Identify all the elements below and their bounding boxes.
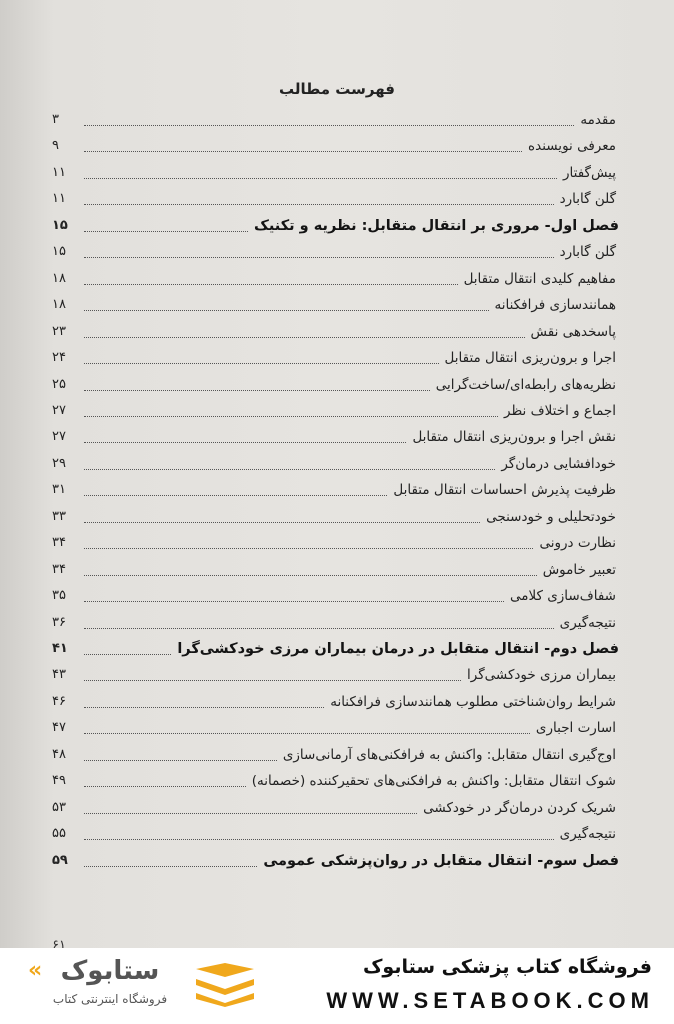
toc-page-number: ۱۵ <box>52 218 68 233</box>
toc-entry-label: ظرفیت پذیرش احساسات انتقال متقابل <box>393 482 616 498</box>
toc-entry-label: فصل سوم- انتقال متقابل در روان‌پزشکی عمومی <box>263 853 619 869</box>
toc-row <box>0 350 674 372</box>
logo-arrows-icon: « <box>28 958 43 983</box>
toc-row <box>0 747 674 769</box>
toc-page-number: ۱۱ <box>52 165 66 180</box>
toc-page-number: ۳۱ <box>52 482 66 497</box>
toc-entry-label: اوج‌گیری انتقال متقابل: واکنش به فرافکنی‌های آرمانی‌سازی <box>282 747 616 763</box>
toc-entry-label: گلن گابارد <box>559 244 616 260</box>
toc-row <box>0 694 674 716</box>
toc-leader-dots <box>84 495 387 496</box>
toc-leader-dots <box>84 442 406 443</box>
toc-page-number: ۳۵ <box>52 588 66 603</box>
toc-leader-dots <box>84 257 554 258</box>
toc-page-number: ۱۸ <box>52 297 66 312</box>
toc-leader-dots <box>84 839 554 840</box>
toc-page-number: ۳۶ <box>52 615 66 630</box>
toc-entry-label: مفاهیم کلیدی انتقال متقابل <box>463 271 616 287</box>
toc-page-number: ۲۷ <box>52 403 66 418</box>
toc-leader-dots <box>84 337 525 338</box>
toc-leader-dots <box>84 733 530 734</box>
toc-entry-label: شوک انتقال متقابل: واکنش به فرافکنی‌های تحقیرکننده (خصمانه) <box>251 773 616 789</box>
toc-page-number: ۴۹ <box>52 773 66 788</box>
toc-leader-dots <box>84 204 554 205</box>
toc-row <box>0 191 674 213</box>
logo-wordmark: ستابوک <box>60 956 160 986</box>
toc-page-number: ۴۱ <box>52 641 68 656</box>
toc-entry-label: همانندسازی فرافکنانه <box>494 297 616 313</box>
toc-entry-label: مقدمه <box>580 112 616 128</box>
toc-chapter-row <box>0 641 674 663</box>
toc-leader-dots <box>84 151 522 152</box>
book-stack-logo-icon <box>196 963 254 1007</box>
toc-leader-dots <box>84 786 246 787</box>
toc-row <box>0 112 674 134</box>
toc-entry-label: فصل اول- مروری بر انتقال متقابل: نظریه و تکنیک <box>254 218 619 234</box>
toc-page-number: ۲۷ <box>52 429 66 444</box>
toc-row <box>0 244 674 266</box>
toc-entry-label: نتیجه‌گیری <box>559 615 616 631</box>
toc-page-number: ۵۳ <box>52 800 66 815</box>
store-footer-banner <box>0 948 674 1024</box>
toc-leader-dots <box>84 813 417 814</box>
toc-entry-label: شرایط روان‌شناختی مطلوب همانندسازی فرافکنانه <box>330 694 616 710</box>
toc-entry-label: تعبیر خاموش <box>542 562 616 578</box>
toc-leader-dots <box>84 125 574 126</box>
toc-entry-label: شفاف‌سازی کلامی <box>509 588 616 604</box>
toc-entry-label: نقش اجرا و برون‌ریزی انتقال متقابل <box>412 429 616 445</box>
toc-row <box>0 773 674 795</box>
toc-chapter-row <box>0 218 674 240</box>
toc-row <box>0 826 674 848</box>
toc-entry-label: اجماع و اختلاف نظر <box>504 403 616 419</box>
toc-leader-dots <box>84 707 324 708</box>
toc-row <box>0 297 674 319</box>
toc-leader-dots <box>84 548 533 549</box>
toc-leader-dots <box>84 628 554 629</box>
toc-leader-dots <box>84 680 461 681</box>
toc-leader-dots <box>84 416 498 417</box>
toc-leader-dots <box>84 469 495 470</box>
toc-page-number: ۴۳ <box>52 667 66 682</box>
toc-leader-dots <box>84 178 557 179</box>
toc-row <box>0 588 674 610</box>
toc-row <box>0 429 674 451</box>
toc-leader-dots <box>84 363 439 364</box>
toc-row <box>0 615 674 637</box>
toc-page-number: ۴۷ <box>52 720 66 735</box>
toc-leader-dots <box>84 390 430 391</box>
toc-entry-label: نتیجه‌گیری <box>559 826 616 842</box>
toc-entry-label: فصل دوم- انتقال متقابل در درمان بیماران مرزی خودکشی‌گرا <box>177 641 619 657</box>
toc-row <box>0 271 674 293</box>
toc-leader-dots <box>84 760 277 761</box>
toc-page-number: ۵۵ <box>52 826 66 841</box>
toc-row <box>0 138 674 160</box>
toc-leader-dots <box>84 601 504 602</box>
toc-page-number: ۳۴ <box>52 562 66 577</box>
toc-leader-dots <box>84 231 248 232</box>
toc-row <box>0 667 674 689</box>
toc-partial-page-number: ۶۱ <box>52 938 66 948</box>
toc-row <box>0 165 674 187</box>
toc-title: فهرست مطالب <box>279 80 395 98</box>
toc-page-number: ۳ <box>52 112 59 127</box>
toc-page-number: ۳۴ <box>52 535 66 550</box>
toc-entry-label: پاسخدهی نقش <box>530 324 616 340</box>
toc-row <box>0 562 674 584</box>
toc-entry-label: اسارت اجباری <box>535 720 616 736</box>
toc-chapter-row <box>0 853 674 875</box>
toc-leader-dots <box>84 522 480 523</box>
toc-entry-label: اجرا و برون‌ریزی انتقال متقابل <box>444 350 616 366</box>
toc-row <box>0 377 674 399</box>
toc-page-number: ۴۶ <box>52 694 66 709</box>
logo-subtitle: فروشگاه اینترنتی کتاب <box>52 992 168 1006</box>
toc-row <box>0 456 674 478</box>
toc-page-number: ۴۸ <box>52 747 66 762</box>
toc-leader-dots <box>84 310 489 311</box>
toc-page-number: ۹ <box>52 138 59 153</box>
toc-page-number: ۵۹ <box>52 853 68 868</box>
toc-row <box>0 535 674 557</box>
toc-row <box>0 720 674 742</box>
store-name: فروشگاه کتاب پزشکی ستابوک <box>362 956 652 978</box>
toc-page-number: ۲۵ <box>52 377 66 392</box>
toc-entry-label: نظارت درونی <box>539 535 616 551</box>
toc-row <box>0 800 674 822</box>
toc-leader-dots <box>84 866 257 867</box>
toc-entry-label: نظریه‌های رابطه‌ای/ساخت‌گرایی <box>435 377 616 393</box>
toc-leader-dots <box>84 654 171 655</box>
toc-page-number: ۲۳ <box>52 324 66 339</box>
toc-row <box>0 403 674 425</box>
toc-entry-label: شریک کردن درمان‌گر در خودکشی <box>423 800 616 816</box>
toc-leader-dots <box>84 284 458 285</box>
toc-page-number: ۱۱ <box>52 191 66 206</box>
toc-page-number: ۲۹ <box>52 456 66 471</box>
toc-entry-label: خودتحلیلی و خودسنجی <box>486 509 616 525</box>
toc-page-number: ۳۳ <box>52 509 66 524</box>
toc-leader-dots <box>84 575 537 576</box>
toc-row <box>0 509 674 531</box>
toc-row <box>0 324 674 346</box>
store-url: WWW.SETABOOK.COM <box>326 988 654 1013</box>
toc-entry-label: خودافشایی درمان‌گر <box>501 456 616 472</box>
toc-entry-label: بیماران مرزی خودکشی‌گرا <box>467 667 616 683</box>
toc-entry-label: پیش‌گفتار <box>562 165 616 181</box>
toc-page-number: ۱۸ <box>52 271 66 286</box>
toc-page-number: ۱۵ <box>52 244 66 259</box>
toc-page-number: ۲۴ <box>52 350 66 365</box>
toc-row <box>0 482 674 504</box>
toc-entry-label: گلن گابارد <box>559 191 616 207</box>
toc-entry-label: معرفی نویسنده <box>528 138 616 154</box>
